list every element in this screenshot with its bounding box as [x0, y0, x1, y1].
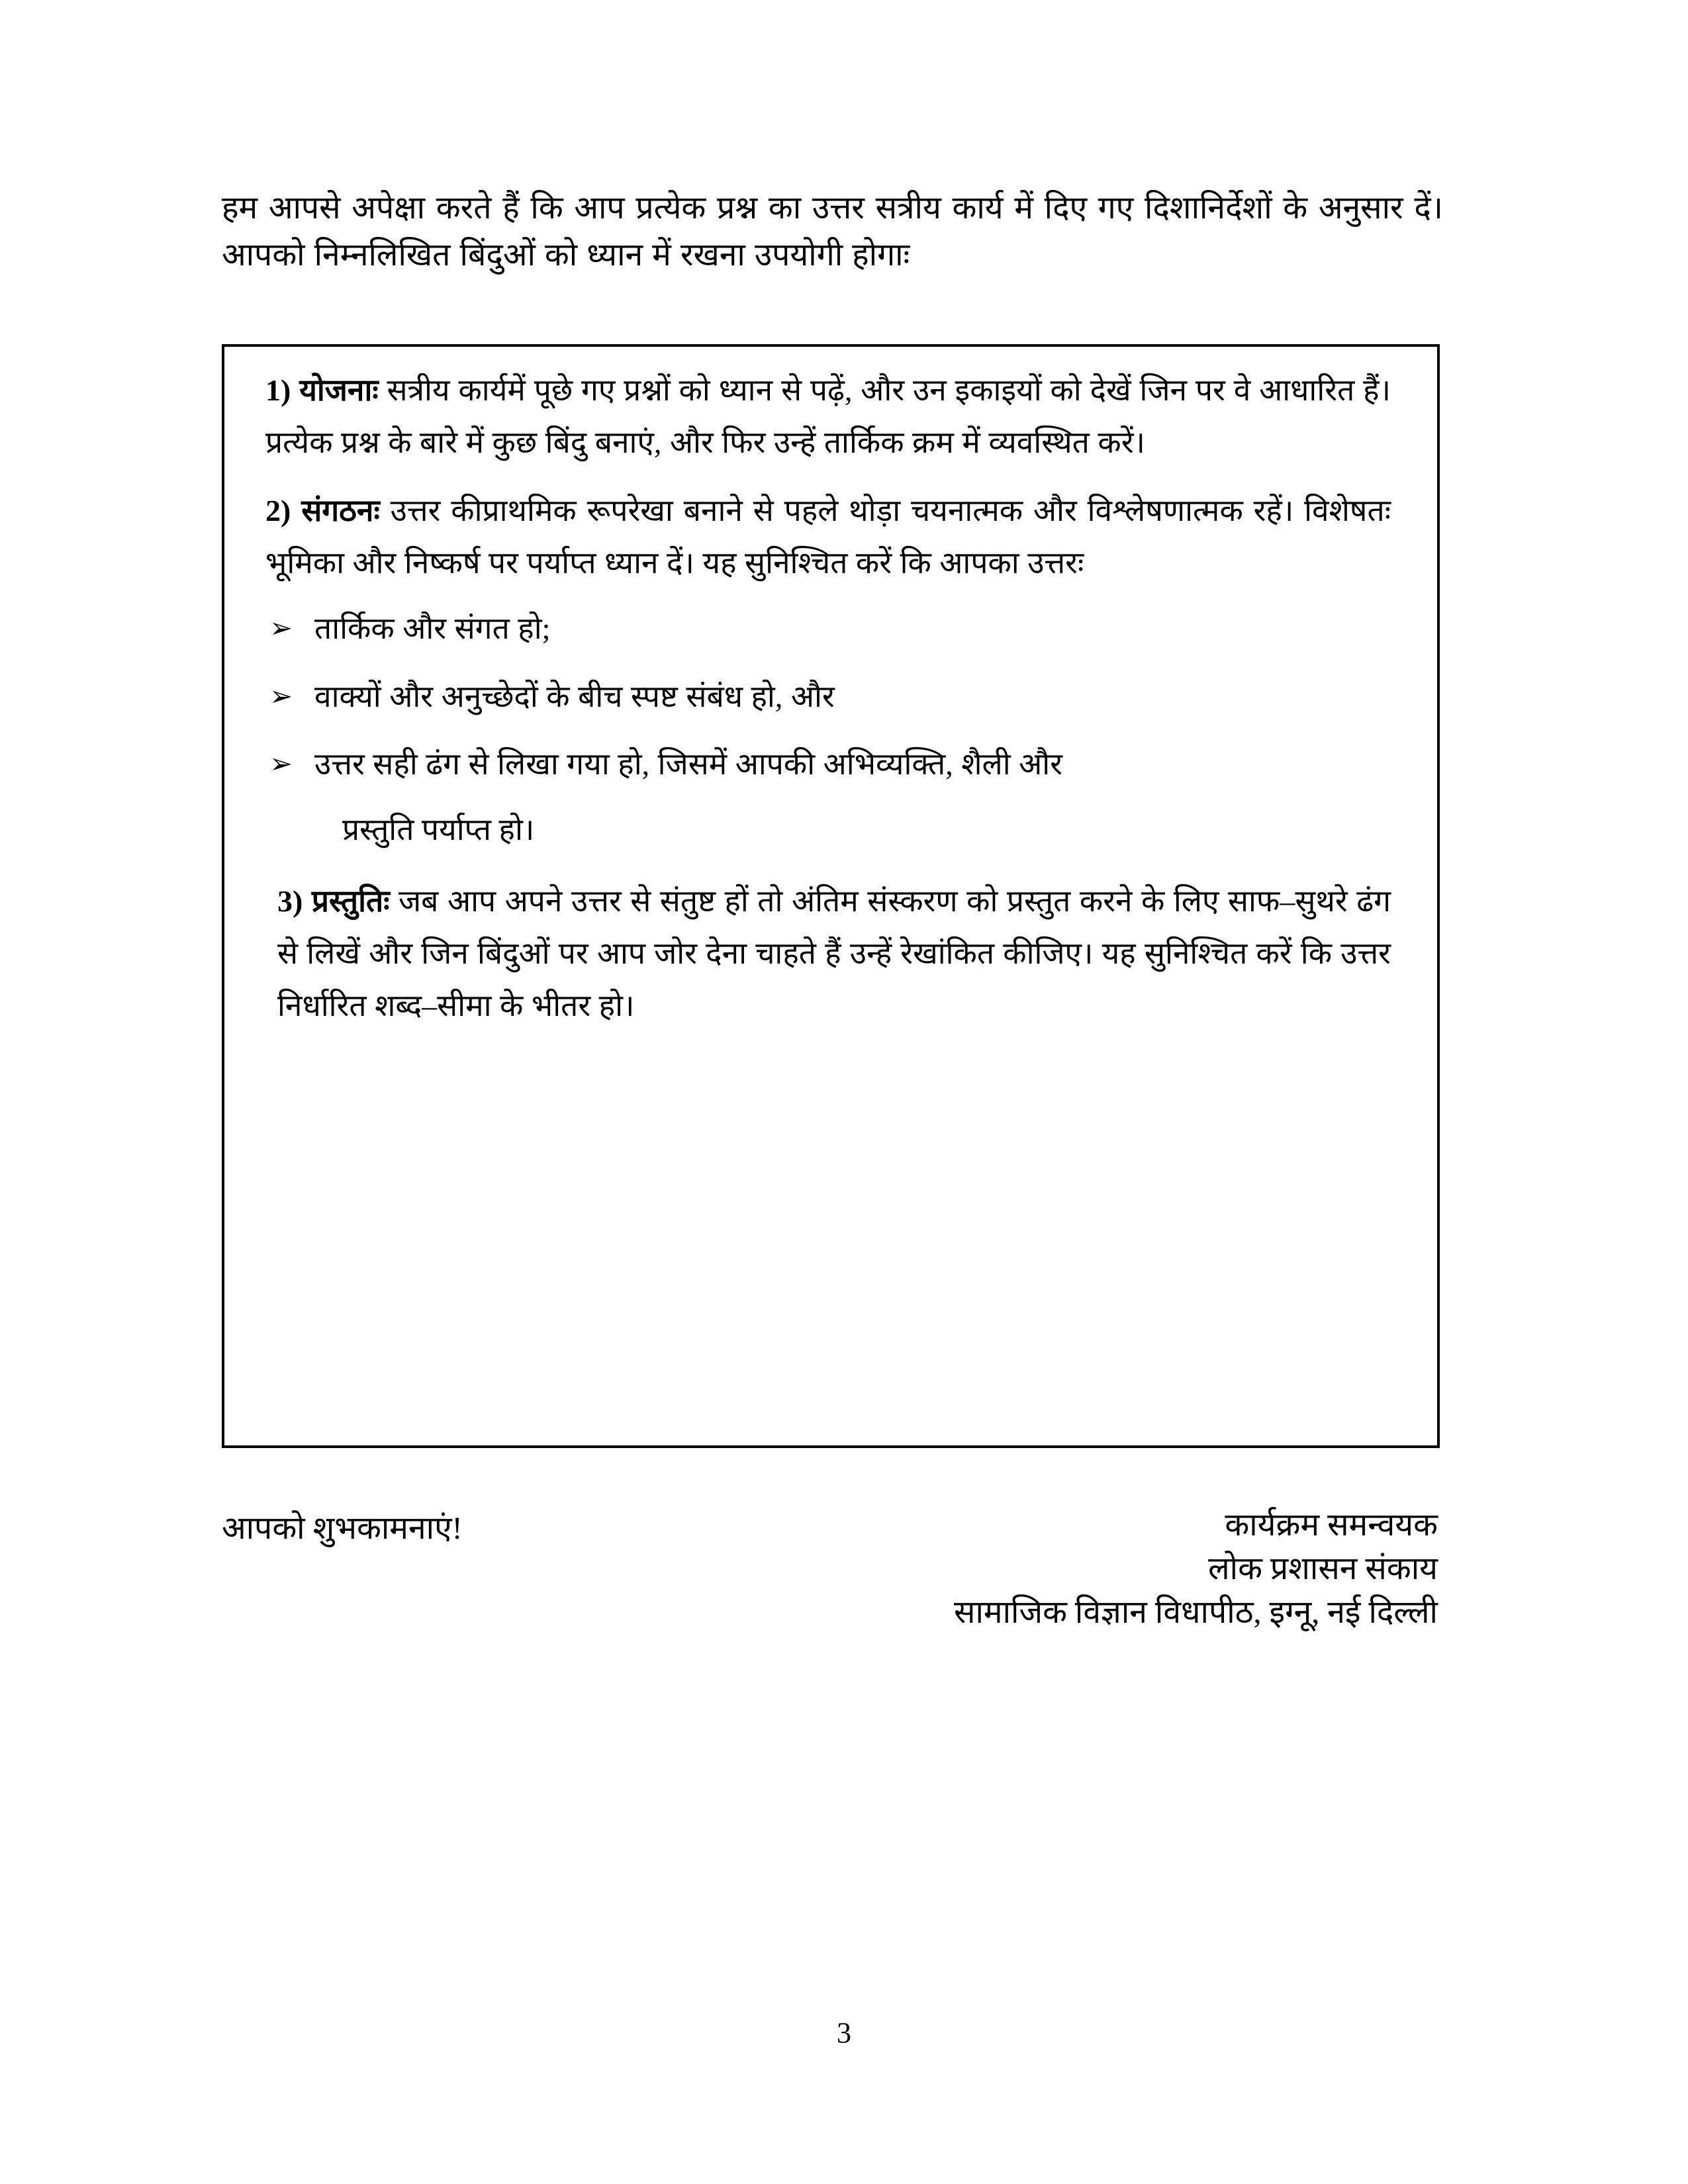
instruction-box-content — [265, 364, 1391, 1032]
arrow-bullet-icon: ➢ — [269, 612, 293, 645]
instruction-point-2 — [265, 484, 1391, 589]
list-item-continuation: प्रस्तुति पर्याप्त हो। — [342, 812, 535, 846]
list-item-label: तार्किक और संगत हो; — [314, 612, 551, 646]
point-2-body: उत्तर कीप्राथमिक रूपरेखा बनाने से पहले थोड़ा चयनात्मक और विश्लेषणात्मक रहें। विशेषतः भूमिका और निष्कर्ष पर पर्याप्त ध्यान दें। यह सुनिश्चित करें कि आपका उत्तरः — [265, 494, 1391, 580]
page-number: 3 — [837, 2017, 851, 2049]
point-1-heading: योजनाः — [299, 373, 379, 407]
signature-block — [954, 1504, 1438, 1635]
list-item — [265, 672, 1391, 722]
point-3-number: 3) — [277, 884, 303, 918]
instruction-box — [222, 344, 1440, 1448]
intro-paragraph: हम आपसे अपेक्षा करते हैं कि आप प्रत्येक प्रश्न का उत्तर सत्रीय कार्य में दिए गए दिशानिर्देशों के अनुसार दें। आपको निम्नलिखित बिंदुओं को ध्यान में रखना उपयोगी होगाः — [222, 191, 1443, 273]
point-2-number: 2) — [265, 494, 291, 528]
instruction-point-1 — [265, 364, 1391, 469]
arrow-bullet-icon: ➢ — [269, 679, 293, 712]
list-item — [265, 604, 1391, 654]
instruction-point-3 — [265, 875, 1391, 1032]
list-item-label: उत्तर सही ढंग से लिखा गया हो, जिसमें आपकी अभिव्यक्ति, शैली और — [314, 747, 1062, 782]
closing-wishes: आपको शुभकामनाएं! — [222, 1511, 463, 1546]
signature-line-institution: सामाजिक विज्ञान विधापीठ, इग्नू, नई दिल्ली — [954, 1595, 1438, 1631]
point-3-heading: प्रस्तुतिः — [311, 884, 390, 918]
signature-line-faculty: लोक प्रशासन संकाय — [1208, 1551, 1438, 1587]
list-item — [265, 739, 1391, 790]
list-item-label: वाक्यों और अनुच्छेदों के बीच स्पष्ट संबंध हो, और — [314, 679, 835, 713]
arrow-bullet-icon: ➢ — [269, 747, 293, 780]
point-1-body: सत्रीय कार्यमें पूछे गए प्रश्नों को ध्यान से पढ़ें, और उन इकाइयों को देखें जिन पर वे आधारित हैं। प्रत्येक प्रश्न के बारे में कुछ बिंदु बनाएं, और फिर उन्हें तार्किक क्रम में व्यवस्थित करें। — [265, 373, 1391, 460]
point-2-heading: संगठनः — [301, 494, 380, 528]
signature-line-coordinator: कार्यक्रम समन्वयक — [1225, 1508, 1438, 1543]
point-1-number: 1) — [265, 373, 291, 407]
point-3-body: जब आप अपने उत्तर से संतुष्ट हों तो अंतिम संस्करण को प्रस्तुत करने के लिए साफ–सुथरे ढंग से लिखें और जिन बिंदुओं पर आप जोर देना चाहते हैं उन्हें रेखांकित कीजिए। यह सुनिश्चित करें कि उत्तर निर्धारित शब्द–सीमा के भीतर हो। — [277, 884, 1391, 1023]
